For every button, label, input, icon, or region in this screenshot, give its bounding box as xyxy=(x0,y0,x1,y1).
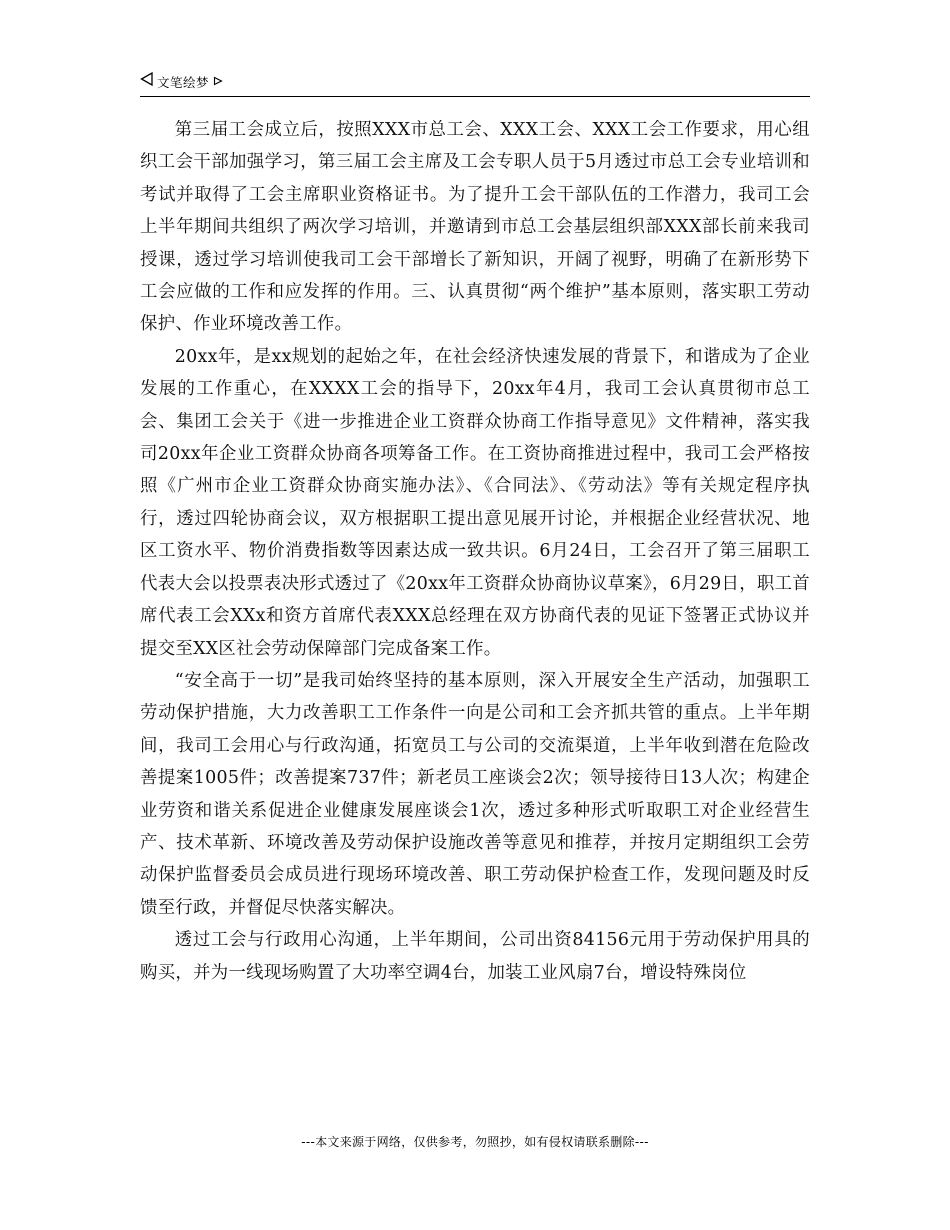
page-header xyxy=(140,70,810,97)
triangle-left-icon xyxy=(140,70,154,94)
paragraph: 透过工会与行政用心沟通，上半年期间，公司出资84156元用于劳动保护用具的购买，并为一线现场购置了大功率空调4台，加装工业风扇7台，增设特殊岗位 xyxy=(140,930,810,983)
paragraph: 20xx年，是xx规划的起始之年，在社会经济快速发展的背景下，和谐成为了企业发展的工作重心，在XXXX工会的指导下，20xx年4月，我司工会认真贯彻市总工会、集团工会关于《进一步推进企业工资群众协商工作指导意见》文件精神，落实我司20xx年企业工资群众协商各项筹备工作。在工资协商推进过程中，我司工会严格按照《广州市企业工资群众协商实施办法》、《合同法》、《劳动法》等有关规定程序执行，透过四轮协商会议，双方根据职工提出意见展开讨论，并根据企业经营状况、地区工资水平、物价消费指数等因素达成一致共识。6月24日，工会召开了第三届职工代表大会以投票表决形式透过了《20xx年工资群众协商协议草案》，6月29日，职工首席代表工会XXx和资方首席代表XXX总经理在双方协商代表的见证下签署正式协议并提交至XX区社会劳动保障部门完成备案工作。 xyxy=(140,346,810,659)
paragraph: “安全高于一切”是我司始终坚持的基本原则，深入开展安全生产活动，加强职工劳动保护措施，大力改善职工工作条件一向是公司和工会齐抓共管的重点。上半年期间，我司工会用心与行政沟通，拓宽员工与公司的交流渠道，上半年收到潜在危险改善提案1005件；改善提案737件；新老员工座谈会2次；领导接待日13人次；构建企业劳资和谐关系促进企业健康发展座谈会1次，透过多种形式听取职工对企业经营生产、技术革新、环境改善及劳动保护设施改善等意见和推荐，并按月定期组织工会劳动保护监督委员会成员进行现场环境改善、职工劳动保护检查工作，发现问题及时反馈至行政，并督促尽快落实解决。 xyxy=(140,670,810,918)
document-body xyxy=(140,114,810,989)
page-footer-disclaimer: ---本文来源于网络，仅供参考，勿照抄，如有侵权请联系删除--- xyxy=(301,1135,649,1149)
paragraph: 第三届工会成立后，按照XXX市总工会、XXX工会、XXX工会工作要求，用心组织工会干部加强学习，第三届工会主席及工会专职人员于5月透过市总工会专业培训和考试并取得了工会主席职业资格证书。为了提升工会干部队伍的工作潜力，我司工会上半年期间共组织了两次学习培训，并邀请到市总工会基层组织部XXX部长前来我司授课，透过学习培训使我司工会干部增长了新知识，开阔了视野，明确了在新形势下工会应做的工作和应发挥的作用。三、认真贯彻“两个维护”基本原则，落实职工劳动保护、作业环境改善工作。 xyxy=(140,120,810,335)
header-brand: 文笔绘梦 xyxy=(157,74,210,90)
triangle-right-icon xyxy=(213,70,223,94)
